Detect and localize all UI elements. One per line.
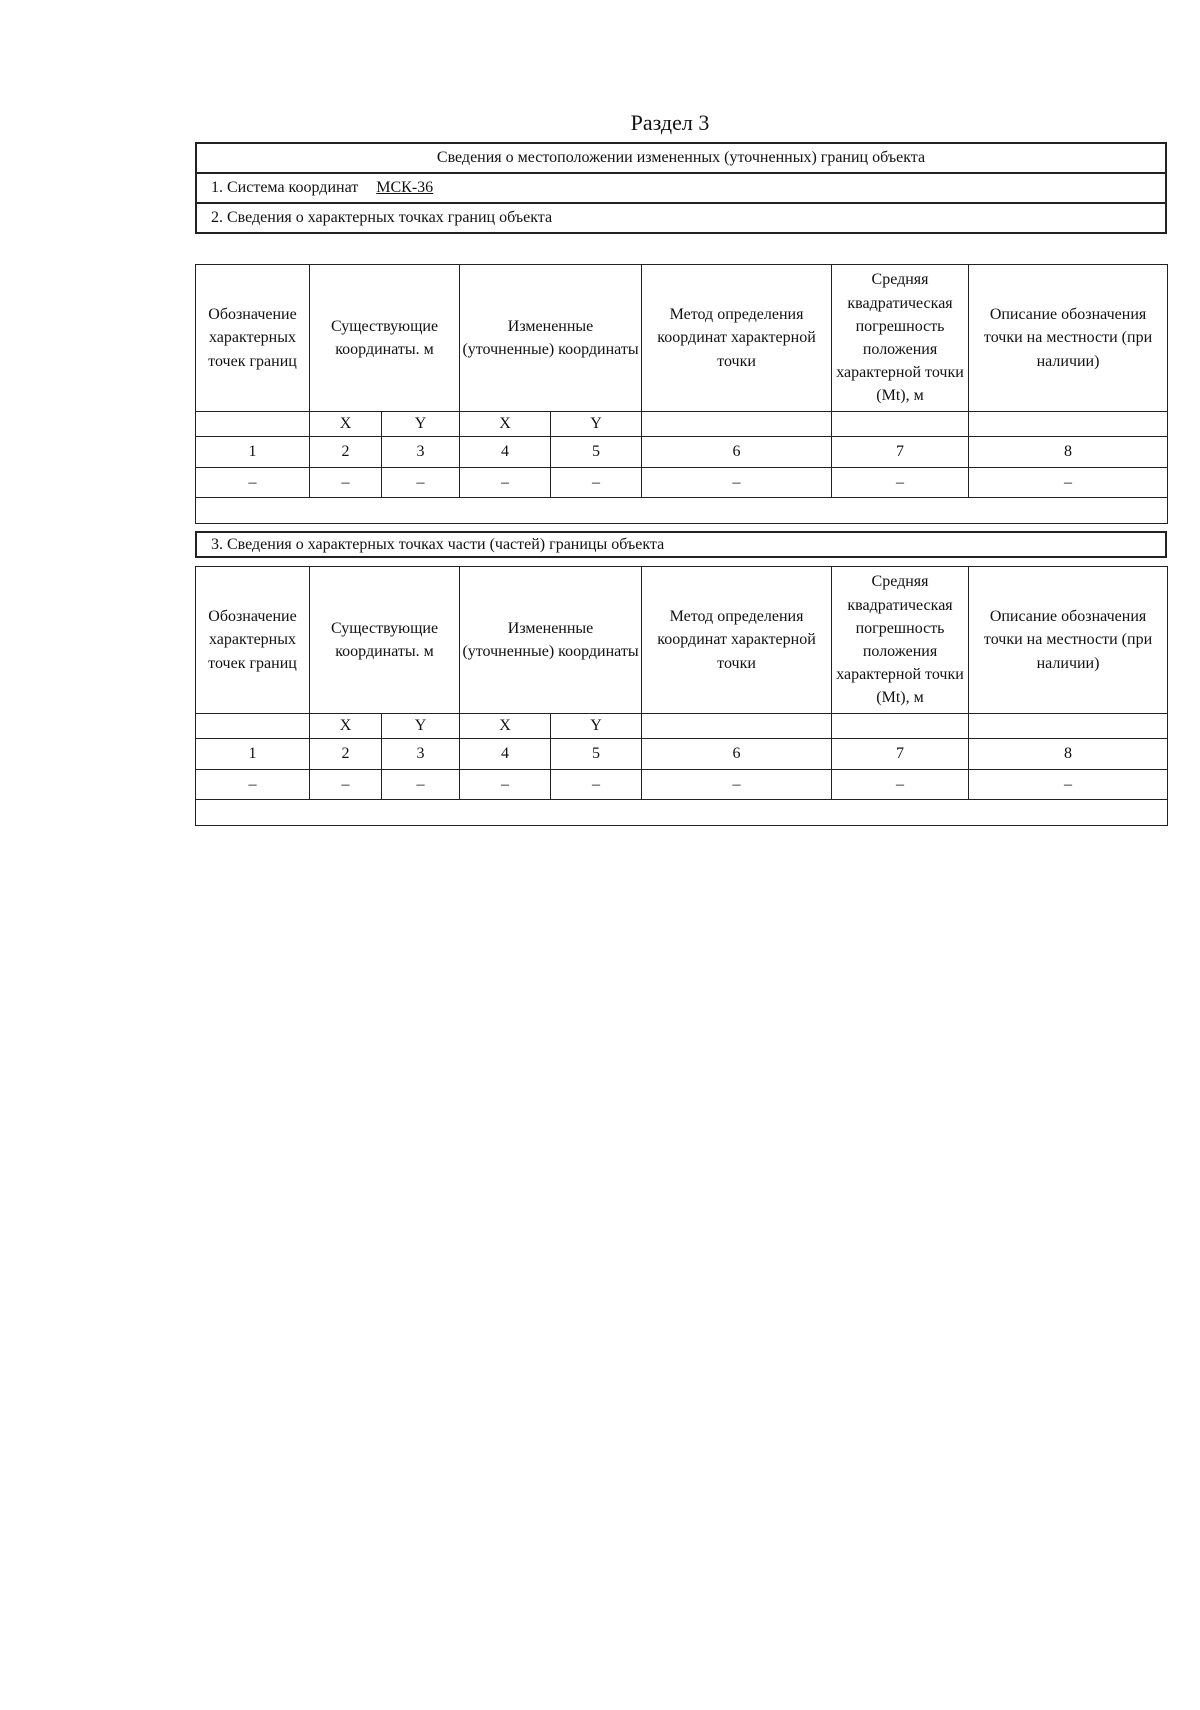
table-row: [196, 770, 1168, 800]
column-number: 7: [832, 437, 969, 468]
table-cell: –: [310, 770, 382, 800]
changed-y-header: Y: [551, 412, 642, 437]
column-number: 5: [551, 437, 642, 468]
changed-x-header: X: [460, 412, 551, 437]
column-number: 1: [196, 437, 310, 468]
column-number: 2: [310, 739, 382, 770]
xy-empty-cell: [196, 412, 310, 437]
coordinate-system-value: МСК-36: [376, 179, 434, 196]
table-cell: –: [196, 468, 310, 498]
column-numbers-row: [196, 739, 1168, 770]
table-cell: –: [196, 770, 310, 800]
existing-y-header: Y: [382, 412, 460, 437]
blank-row: [196, 800, 1168, 826]
table-cell: –: [310, 468, 382, 498]
column-number: 5: [551, 739, 642, 770]
table-cell: –: [642, 468, 832, 498]
col-method-header: Метод определения координат характерной точки: [642, 567, 832, 714]
col-error-header: Средняя квадратическая погрешность положения характерной точки (Mt), м: [832, 567, 969, 714]
xy-empty-cell: [642, 714, 832, 739]
table-cell: –: [460, 770, 551, 800]
column-number: 3: [382, 739, 460, 770]
part-boundary-points-table: [195, 566, 1168, 826]
xy-empty-cell: [832, 412, 969, 437]
col-designation-header: Обозначение характерных точек границ: [196, 265, 310, 412]
column-number: 4: [460, 739, 551, 770]
table-cell: –: [832, 468, 969, 498]
col-description-header: Описание обозначения точки на местности (при наличии): [969, 265, 1168, 412]
xy-empty-cell: [969, 714, 1168, 739]
existing-y-header: Y: [382, 714, 460, 739]
blank-row: [196, 498, 1168, 524]
column-number: 7: [832, 739, 969, 770]
column-number: 6: [642, 437, 832, 468]
object-boundaries-heading: Сведения о местоположении измененных (уточненных) границ объекта: [196, 143, 1166, 173]
boundary-points-table: [195, 264, 1168, 524]
changed-y-header: Y: [551, 714, 642, 739]
col-designation-header: Обозначение характерных точек границ: [196, 567, 310, 714]
xy-empty-cell: [196, 714, 310, 739]
table-cell: –: [382, 770, 460, 800]
table-cell: –: [551, 770, 642, 800]
column-number: 4: [460, 437, 551, 468]
table-row: [196, 468, 1168, 498]
coordinate-system-label: 1. Система координат: [211, 179, 359, 196]
xy-empty-cell: [832, 714, 969, 739]
table-cell: –: [642, 770, 832, 800]
column-number: 8: [969, 739, 1168, 770]
xy-empty-cell: [642, 412, 832, 437]
table-cell: –: [460, 468, 551, 498]
col-changed-header: Измененные (уточненные) координаты: [460, 265, 642, 412]
table-cell: –: [832, 770, 969, 800]
col-description-header: Описание обозначения точки на местности (при наличии): [969, 567, 1168, 714]
table-cell: –: [969, 468, 1168, 498]
existing-x-header: X: [310, 714, 382, 739]
column-number: 2: [310, 437, 382, 468]
column-number: 3: [382, 437, 460, 468]
column-number: 6: [642, 739, 832, 770]
column-number: 8: [969, 437, 1168, 468]
col-existing-header: Существующие координаты. м: [310, 567, 460, 714]
col-changed-header: Измененные (уточненные) координаты: [460, 567, 642, 714]
column-number: 1: [196, 739, 310, 770]
col-existing-header: Существующие координаты. м: [310, 265, 460, 412]
table-cell: –: [382, 468, 460, 498]
part-boundary-points-heading: 3. Сведения о характерных точках части (частей) границы объекта: [195, 531, 1167, 558]
section-title: Раздел 3: [630, 110, 710, 135]
changed-x-header: X: [460, 714, 551, 739]
col-method-header: Метод определения координат характерной точки: [642, 265, 832, 412]
existing-x-header: X: [310, 412, 382, 437]
xy-empty-cell: [969, 412, 1168, 437]
table-cell: –: [551, 468, 642, 498]
coordinate-system-row: [196, 173, 1166, 203]
table-cell: –: [969, 770, 1168, 800]
object-info-table: [195, 142, 1167, 234]
column-numbers-row: [196, 437, 1168, 468]
boundary-points-heading: 2. Сведения о характерных точках границ объекта: [196, 203, 1166, 233]
col-error-header: Средняя квадратическая погрешность положения характерной точки (Mt), м: [832, 265, 969, 412]
